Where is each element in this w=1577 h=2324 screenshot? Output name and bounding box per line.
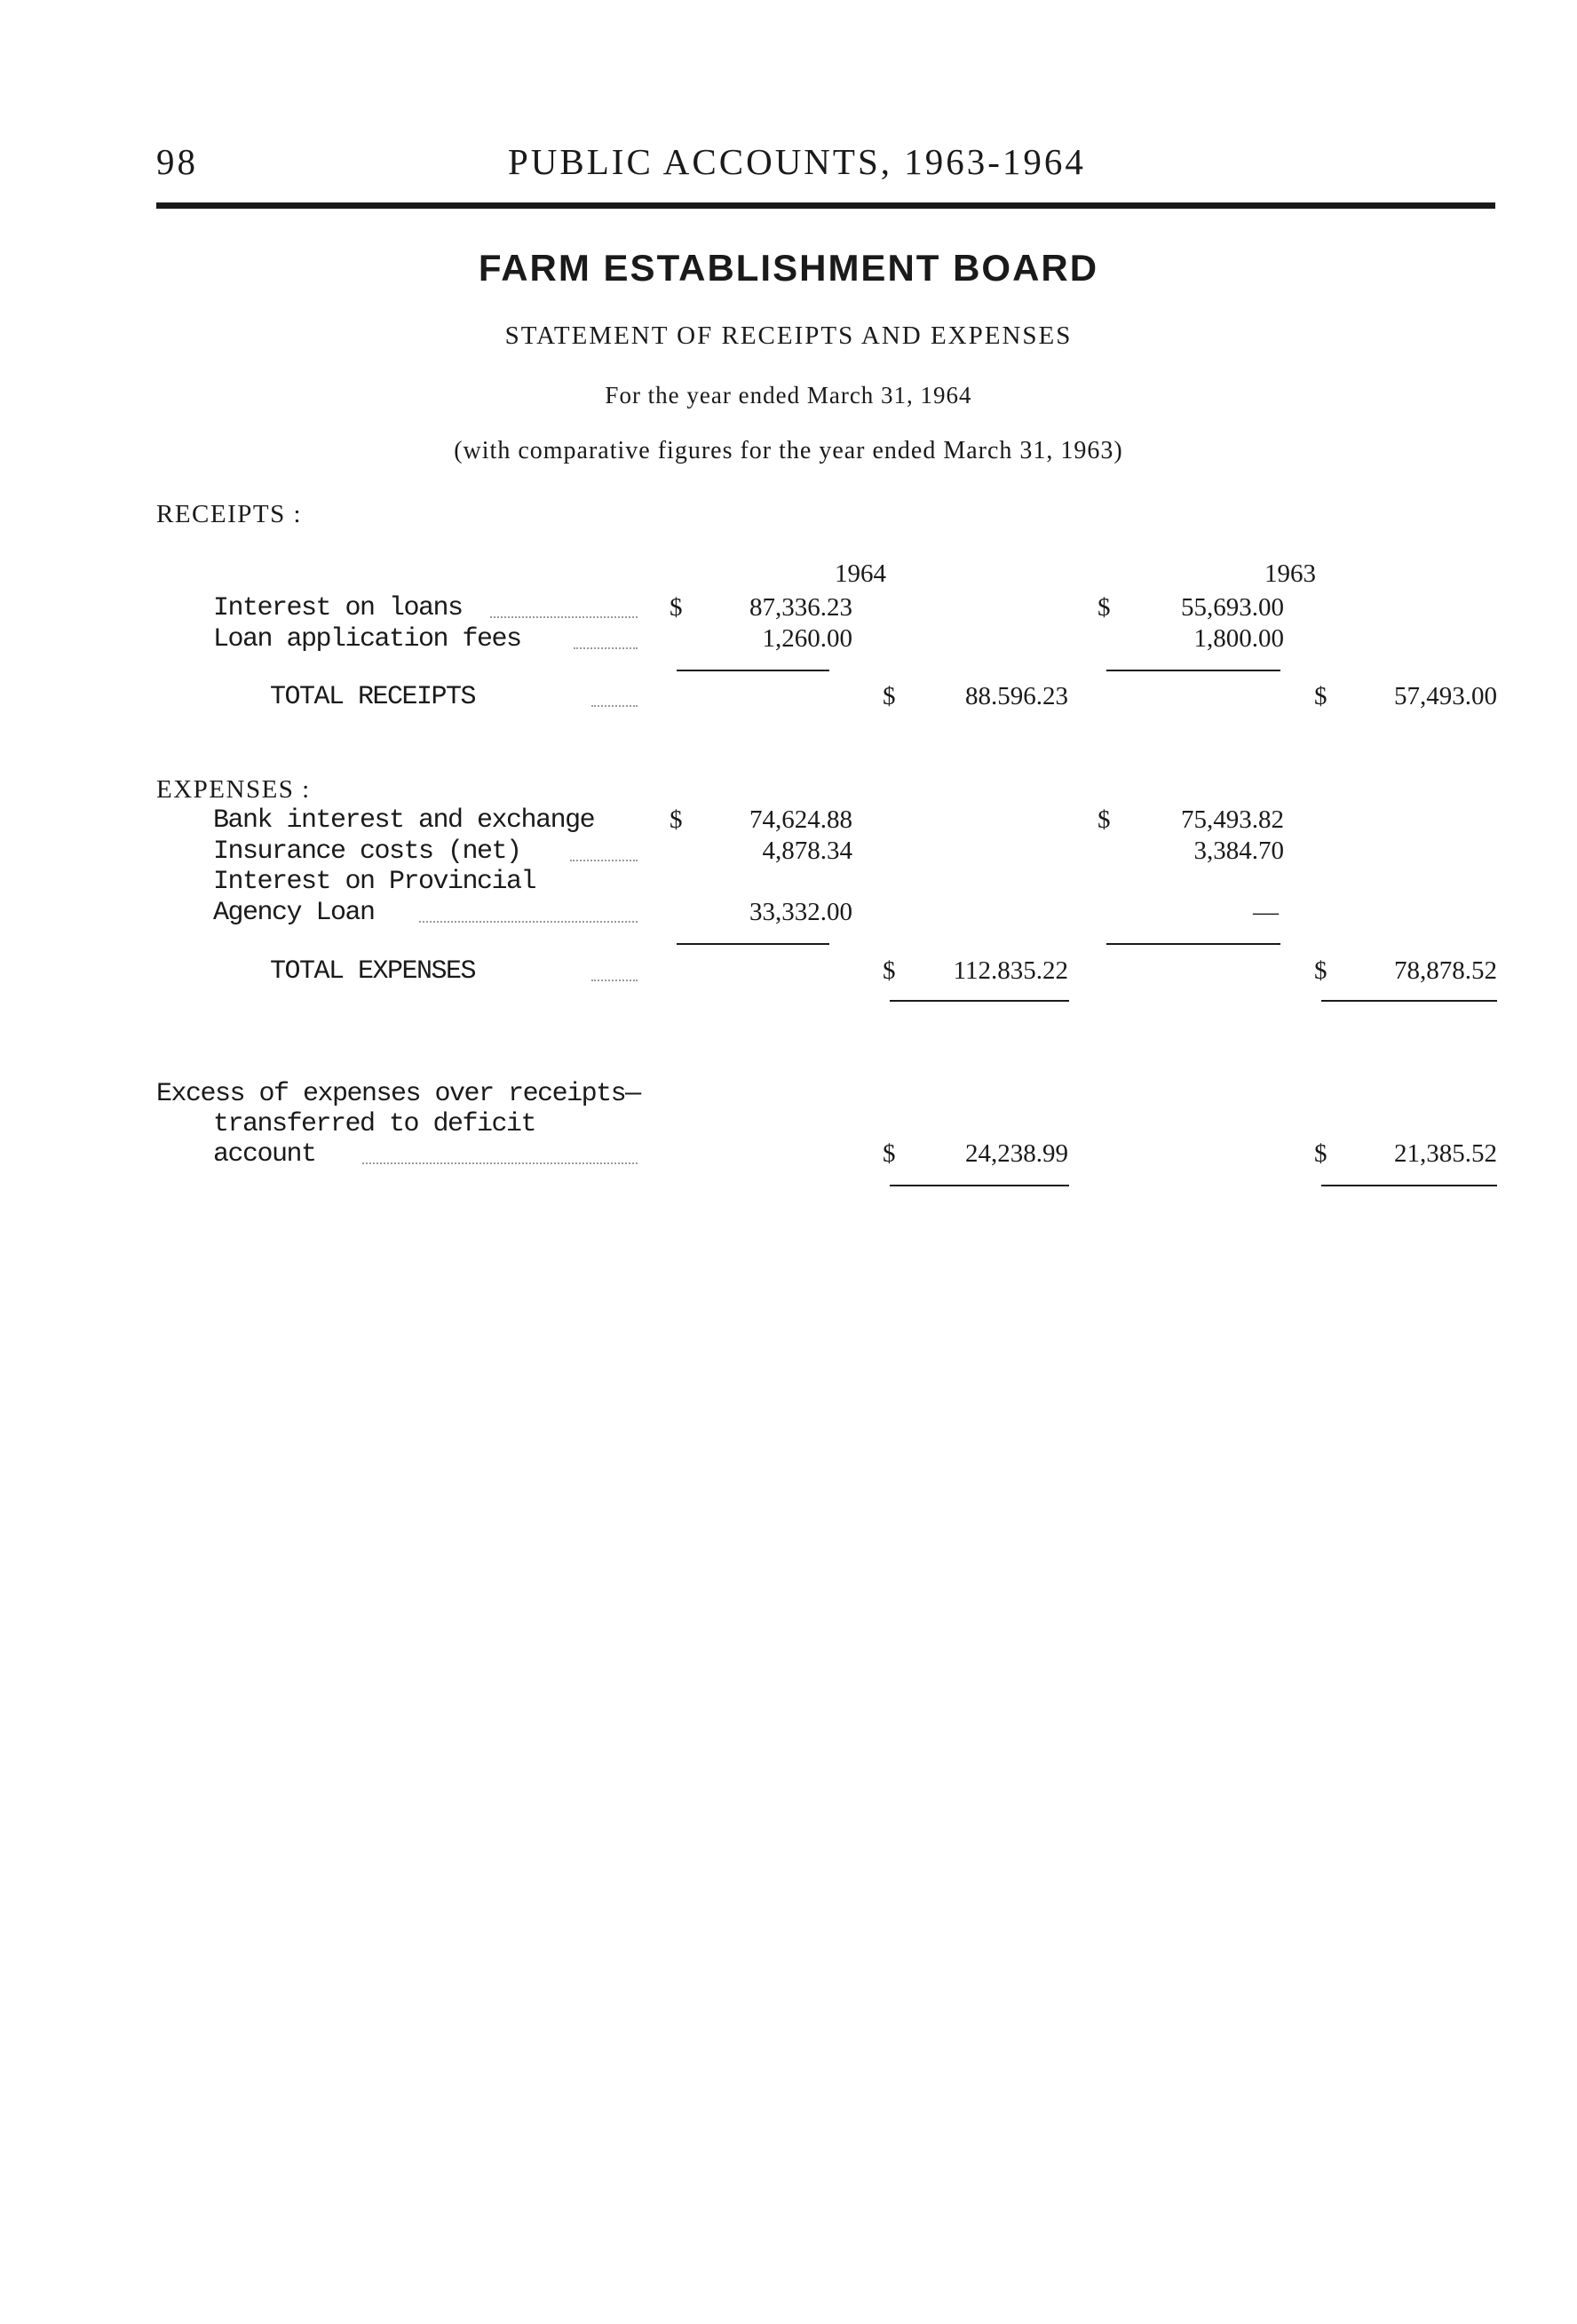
receipt-1964-loan-application-fees: 1,260.00 xyxy=(762,624,852,653)
leader-dots xyxy=(419,921,638,923)
currency-symbol: $ xyxy=(670,593,683,622)
currency-symbol: $ xyxy=(1314,956,1327,985)
expense-1964-provincial-loan: 33,332.00 xyxy=(749,898,852,926)
expense-1964-bank-interest: 74,624.88 xyxy=(749,805,852,834)
expense-1963-insurance-costs: 3,384.70 xyxy=(1193,837,1284,865)
leader-dots xyxy=(574,647,638,649)
total-receipts-1963: 57,493.00 xyxy=(1394,682,1497,710)
running-title: PUBLIC ACCOUNTS, 1963-1964 xyxy=(508,141,1086,182)
expense-label-bank-interest: Bank interest and exchange xyxy=(213,805,595,836)
currency-symbol: $ xyxy=(1098,805,1111,834)
leader-dots xyxy=(490,616,638,618)
currency-symbol: $ xyxy=(883,956,896,985)
expenses-heading: EXPENSES : xyxy=(156,775,311,804)
leader-dots xyxy=(570,860,638,861)
subtotal-rule xyxy=(1106,670,1280,671)
expense-1963-provincial-loan: — xyxy=(1253,898,1279,926)
expense-label-insurance-costs: Insurance costs (net) xyxy=(213,837,521,867)
total-rule xyxy=(1321,1000,1497,1002)
total-rule xyxy=(1321,1185,1497,1186)
leader-dots xyxy=(591,980,638,981)
currency-symbol: $ xyxy=(1314,1139,1327,1168)
expense-1964-insurance-costs: 4,878.34 xyxy=(762,837,852,865)
subtotal-rule xyxy=(1106,943,1280,945)
expense-1963-bank-interest: 75,493.82 xyxy=(1181,805,1284,834)
total-expenses-1964: 112.835.22 xyxy=(953,956,1068,985)
currency-symbol: $ xyxy=(670,805,683,834)
excess-1964: 24,238.99 xyxy=(965,1139,1068,1168)
receipt-1963-loan-application-fees: 1,800.00 xyxy=(1193,624,1284,653)
page-number: 98 xyxy=(156,141,198,182)
leader-dots xyxy=(362,1162,638,1164)
excess-label-line2: transferred to deficit xyxy=(213,1109,536,1139)
statement-subtitle: STATEMENT OF RECEIPTS AND EXPENSES xyxy=(504,321,1073,350)
total-receipts-label: TOTAL RECEIPTS xyxy=(270,682,476,712)
subtotal-rule xyxy=(677,670,829,671)
column-header-1963: 1963 xyxy=(1264,559,1316,588)
currency-symbol: $ xyxy=(883,682,896,710)
header-rule xyxy=(156,202,1495,209)
subtotal-rule xyxy=(677,943,829,945)
total-rule xyxy=(890,1185,1069,1186)
excess-label-line1: Excess of expenses over receipts— xyxy=(156,1079,640,1109)
expense-label-provincial-loan-line2: Agency Loan xyxy=(213,898,375,928)
receipt-label-interest-on-loans: Interest on loans xyxy=(213,593,463,623)
receipts-heading: RECEIPTS : xyxy=(156,500,303,528)
currency-symbol: $ xyxy=(883,1139,896,1168)
excess-1963: 21,385.52 xyxy=(1394,1139,1497,1168)
currency-symbol: $ xyxy=(1314,682,1327,710)
statement-title: FARM ESTABLISHMENT BOARD xyxy=(478,247,1099,289)
receipt-label-loan-application-fees: Loan application fees xyxy=(213,624,521,654)
excess-label-line3: account xyxy=(213,1139,316,1170)
statement-period: For the year ended March 31, 1964 xyxy=(605,382,972,408)
currency-symbol: $ xyxy=(1098,593,1111,622)
receipt-1963-interest-on-loans: 55,693.00 xyxy=(1181,593,1284,622)
total-receipts-1964: 88.596.23 xyxy=(965,682,1068,710)
total-rule xyxy=(890,1000,1069,1002)
expense-label-provincial-loan-line1: Interest on Provincial xyxy=(213,867,536,897)
column-header-1964: 1964 xyxy=(835,559,886,588)
total-expenses-label: TOTAL EXPENSES xyxy=(270,956,476,987)
comparative-note: (with comparative figures for the year ended March 31, 1963) xyxy=(454,437,1123,464)
leader-dots xyxy=(591,705,638,707)
total-expenses-1963: 78,878.52 xyxy=(1394,956,1497,985)
receipt-1964-interest-on-loans: 87,336.23 xyxy=(749,593,852,622)
